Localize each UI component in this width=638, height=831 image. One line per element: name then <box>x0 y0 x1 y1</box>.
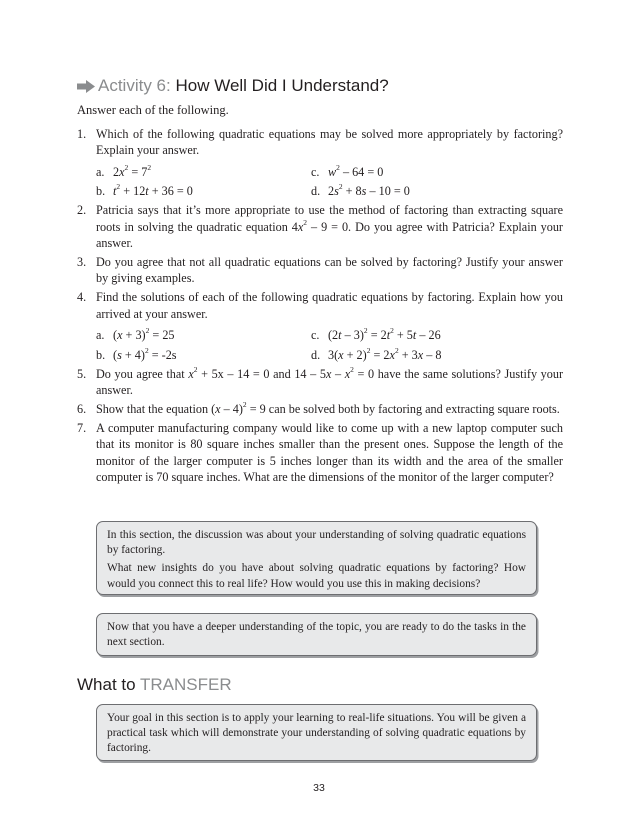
page-number: 33 <box>313 782 325 794</box>
question-2 <box>77 202 563 251</box>
activity-heading <box>77 76 389 96</box>
option <box>96 327 311 343</box>
option <box>311 164 561 180</box>
options <box>96 327 563 363</box>
option-equation: $(2t - 3)^2 = 2t^2 + 5t - 26$ <box>328 326 441 343</box>
option-equation: $2x^2 = 7^2$ <box>113 162 152 179</box>
question-number: 6. <box>77 402 87 417</box>
question-6 <box>77 401 563 417</box>
transfer-heading <box>77 675 232 695</box>
question-text: Do you agree that not all quadratic equations can be solved by factoring? Justify your answer by giving examples. <box>96 255 563 286</box>
question-1 <box>77 126 563 200</box>
question-text: Show that the equation (x – 4)$^2$ = 9 can be solved both by factoring and extracting square roots. <box>96 400 560 417</box>
intro-text: Answer each of the following. <box>77 103 229 117</box>
question-number: 1. <box>77 127 87 141</box>
option <box>96 347 311 363</box>
question-number: 2. <box>77 203 87 218</box>
option <box>311 183 561 199</box>
question-5 <box>77 366 563 399</box>
transfer-heading-lead: What to <box>77 675 140 694</box>
option-letter: d. <box>311 184 321 199</box>
option-equation: $t^2 + 12t + 36 = 0$ <box>113 182 193 199</box>
option-equation: $2s^2 + 8s - 10 = 0$ <box>328 182 410 199</box>
option-letter: c. <box>311 328 320 343</box>
reflection-prompt: What new insights do you have about solving quadratic equations by factoring? How would you connect this to real life? How would you use this in making decisions? <box>107 562 526 590</box>
question-number: 5. <box>77 366 87 381</box>
transfer-heading-accent: TRANSFER <box>140 675 232 694</box>
question-text: Do you agree that $x^2 + 5x - 14 = 0$ and $14 - 5x - x^2 = 0$ have the same solutions? Justify your answer. <box>96 364 564 398</box>
option <box>96 164 311 180</box>
reflection-box <box>96 521 537 595</box>
activity-number: Activity 6: <box>98 76 171 95</box>
transfer-goal-box <box>96 704 537 761</box>
transfer-goal-text: Your goal in this section is to apply your learning to real-life situations. You will be given a practical task which will demonstrate your understanding of solving quadratic equations by factoring. <box>107 712 526 755</box>
question-text: Patricia says that it’s more appropriate to use the method of factoring than extracting square roots in solving the quadratic equation $4x^2 - 9 = 0$. Do you agree with Patricia? Explain your answer. <box>96 203 563 251</box>
question-number: 7. <box>77 421 87 436</box>
option-letter: b. <box>96 347 106 362</box>
question-text: A computer manufacturing company would like to come up with a new laptop computer such that its monitor is 80 square inches smaller than the present ones. Suppose the length of the monitor of the larger computer is 5 inches longer than its width and the area of the smaller computer is 70 square inches. What are the dimensions of the monitor of the larger computer? <box>96 421 563 485</box>
option-equation: $(x + 3)^2 = 25$ <box>113 326 175 343</box>
question-text: Which of the following quadratic equations may be solved more appropriately by factoring? Explain your answer. <box>96 127 563 158</box>
option-equation: $w^2 - 64 = 0$ <box>328 162 384 179</box>
option <box>96 183 311 199</box>
option-letter: a. <box>96 164 105 179</box>
option-letter: a. <box>96 328 105 343</box>
arrow-right-icon <box>77 80 95 93</box>
next-section-text: Now that you have a deeper understanding of the topic, you are ready to do the tasks in the next section. <box>107 621 526 649</box>
question-7 <box>77 420 563 486</box>
option-equation: $3(x + 2)^2 = 2x^2 + 3x - 8$ <box>328 345 442 362</box>
question-3 <box>77 254 563 287</box>
question-text: Find the solutions of each of the following quadratic equations by factoring. Explain how you arrived at your answer. <box>96 290 563 321</box>
option <box>311 347 561 363</box>
question-number: 4. <box>77 290 87 305</box>
next-section-box <box>96 613 537 656</box>
option-letter: c. <box>311 164 320 179</box>
activity-title: How Well Did I Understand? <box>175 76 389 95</box>
question-4 <box>77 289 563 363</box>
option-equation: $(s + 4)^2 = -2s$ <box>113 345 177 362</box>
question-list <box>77 126 563 488</box>
question-number: 3. <box>77 255 87 270</box>
options <box>96 164 563 200</box>
option <box>311 327 561 343</box>
reflection-summary: In this section, the discussion was about your understanding of solving quadratic equations by factoring. <box>107 529 526 557</box>
option-letter: b. <box>96 184 106 199</box>
option-letter: d. <box>311 347 321 362</box>
